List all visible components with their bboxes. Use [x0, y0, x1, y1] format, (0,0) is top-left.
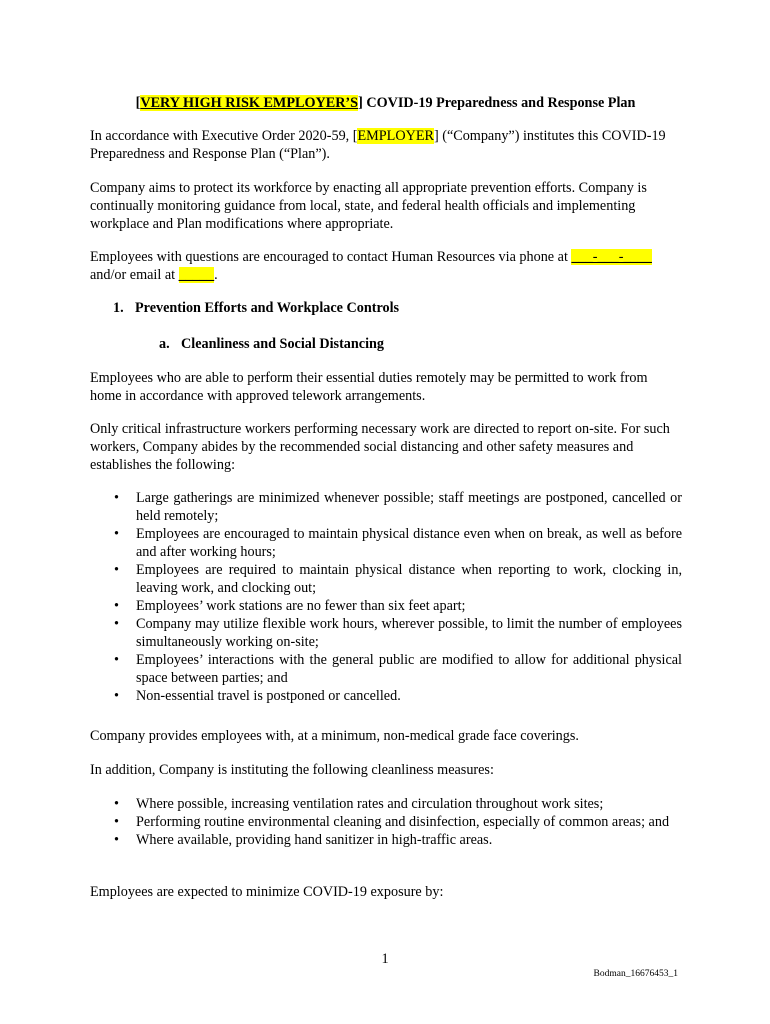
- list-item: [110, 651, 682, 687]
- bullet-icon: •: [114, 562, 119, 578]
- bullet-icon: •: [114, 814, 119, 830]
- list-item-text: Where possible, increasing ventilation rates and circulation throughout work sites;: [136, 796, 604, 812]
- list-item-text: Non-essential travel is postponed or cancelled.: [136, 688, 401, 704]
- remote-work-paragraph: Employees who are able to perform their essential duties remotely may be permitted to work from home in accordance with approved telework arrangements.: [90, 370, 648, 404]
- section-number: 1.: [113, 300, 124, 316]
- list-item-text: Where available, providing hand sanitizer in high-traffic areas.: [136, 832, 493, 848]
- list-item: [110, 615, 682, 651]
- list-item-text: Performing routine environmental cleaning and disinfection, especially of common areas; and: [136, 814, 670, 830]
- subsection-heading-cleanliness: [159, 335, 384, 353]
- list-item: [110, 489, 682, 525]
- bullet-icon: •: [114, 526, 119, 542]
- list-item: [110, 813, 682, 831]
- list-item: [110, 597, 682, 615]
- critical-workers-paragraph: Only critical infrastructure workers performing necessary work are directed to report on-site. For such workers, Company abides by the recommended social distancing and other safety measures and establishes the following:: [90, 421, 670, 473]
- list-item-text: Employees’ interactions with the general public are modified to allow for additional physical space between parties; and: [136, 652, 682, 686]
- title-prefix: [: [135, 95, 141, 111]
- email-placeholder[interactable]: _____: [178, 267, 215, 283]
- list-item-text: Employees are required to maintain physical distance when reporting to work, clocking in, leaving work, and clocking out;: [136, 562, 682, 596]
- title-highlight: VERY HIGH RISK EMPLOYER’S: [140, 95, 359, 111]
- exposure-paragraph: Employees are expected to minimize COVID-19 exposure by:: [90, 884, 444, 900]
- distancing-bullet-list: [110, 489, 682, 705]
- list-item: [110, 795, 682, 813]
- contact-after: .: [214, 267, 218, 283]
- employer-placeholder[interactable]: EMPLOYER: [357, 128, 434, 144]
- list-item: [110, 687, 682, 705]
- bullet-icon: •: [114, 652, 119, 668]
- intro-before: In accordance with Executive Order 2020-59, [: [90, 128, 358, 144]
- section-heading-prevention: [113, 299, 399, 317]
- bullet-icon: •: [114, 832, 119, 848]
- contact-before: Employees with questions are encouraged to contact Human Resources via phone at: [90, 249, 572, 265]
- document-id: Bodman_16676453_1: [593, 969, 678, 979]
- subsection-number: a.: [159, 336, 170, 352]
- subsection-title: Cleanliness and Social Distancing: [181, 336, 384, 352]
- phone-placeholder[interactable]: ___-___-____: [571, 249, 652, 265]
- bullet-icon: •: [114, 616, 119, 632]
- bullet-icon: •: [114, 490, 119, 506]
- contact-paragraph: [90, 248, 681, 284]
- bullet-icon: •: [114, 688, 119, 704]
- title-suffix: ] COVID-19 Preparedness and Response Plan: [358, 95, 636, 111]
- contact-middle: and/or email at: [90, 267, 179, 283]
- aims-paragraph: Company aims to protect its workforce by enacting all appropriate prevention efforts. Company is continually monitoring guidance from local, state, and federal health officials and implementing workplace and Plan modifications where appropriate.: [90, 180, 647, 232]
- intro-after: ] (“Company”) institutes this COVID-19 Preparedness and Response Plan (“Plan”).: [90, 128, 666, 162]
- bullet-icon: •: [114, 796, 119, 812]
- cleanliness-bullet-list: [110, 795, 682, 849]
- page-title: [90, 94, 681, 112]
- page-number: 1: [381, 951, 389, 967]
- list-item-text: Large gatherings are minimized whenever possible; staff meetings are postponed, cancelled or held remotely;: [136, 490, 682, 524]
- cleanliness-intro-paragraph: In addition, Company is instituting the following cleanliness measures:: [90, 762, 494, 778]
- list-item: [110, 525, 682, 561]
- list-item-text: Employees are encouraged to maintain physical distance even when on break, as well as before and after working hours;: [136, 526, 682, 560]
- face-coverings-paragraph: Company provides employees with, at a minimum, non-medical grade face coverings.: [90, 728, 579, 744]
- list-item: [110, 831, 682, 849]
- bullet-icon: •: [114, 598, 119, 614]
- intro-paragraph: [90, 127, 681, 163]
- list-item: [110, 561, 682, 597]
- list-item-text: Employees’ work stations are no fewer than six feet apart;: [136, 598, 466, 614]
- list-item-text: Company may utilize flexible work hours, wherever possible, to limit the number of employees simultaneously working on-site;: [136, 616, 682, 650]
- section-title: Prevention Efforts and Workplace Controls: [135, 300, 400, 316]
